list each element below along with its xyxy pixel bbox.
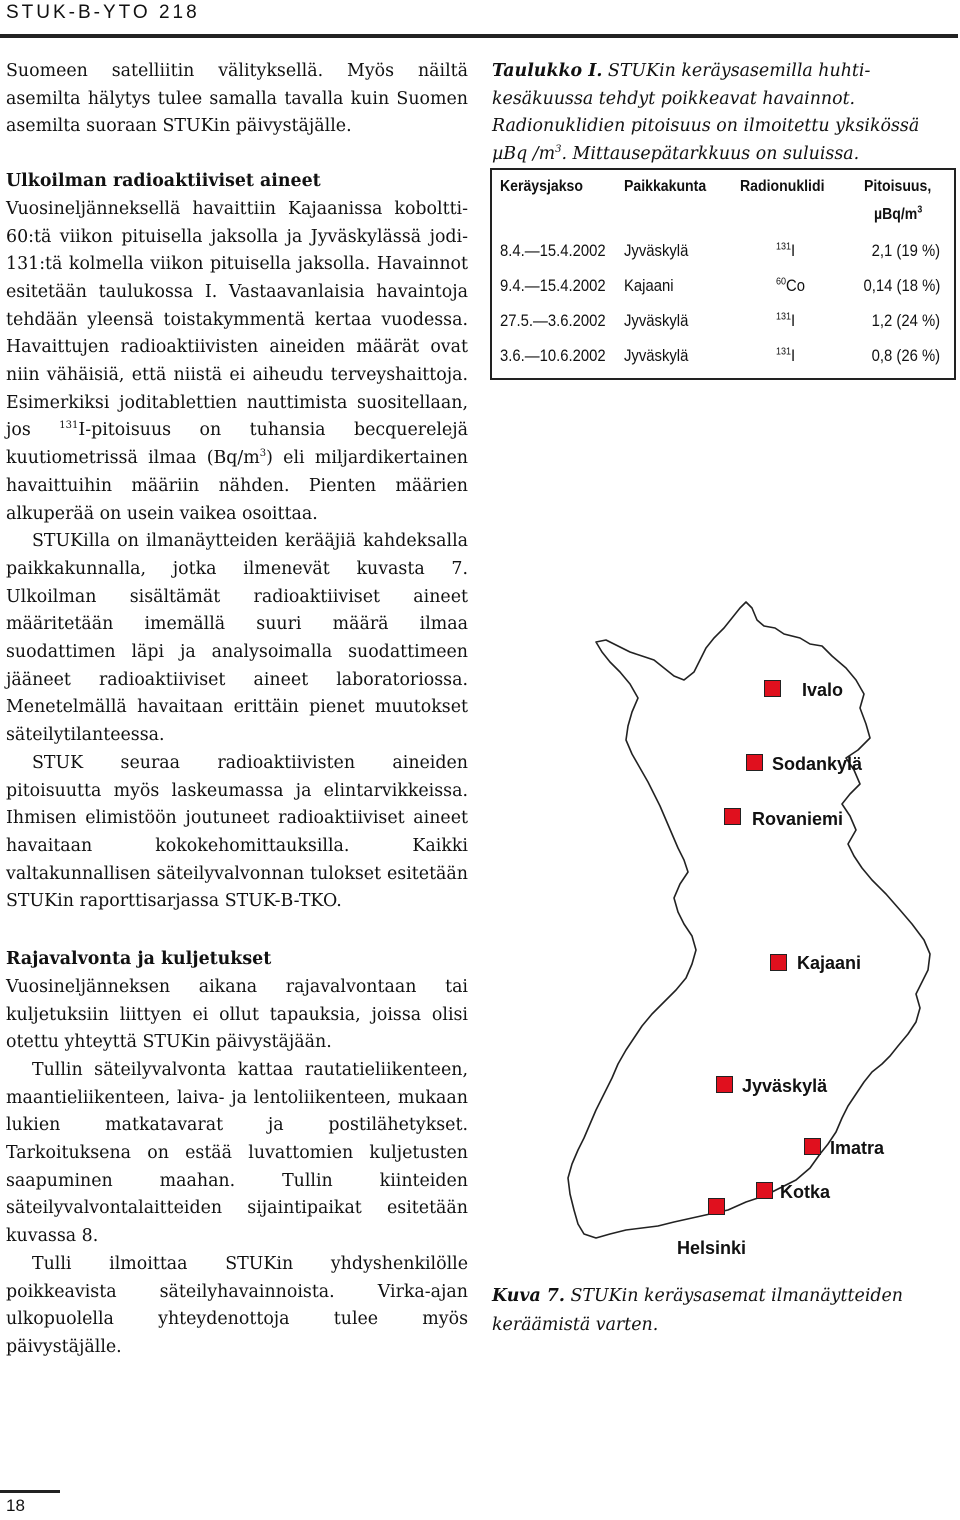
observations-table: Keräysjakso Paikkakunta Radionuklidi Pitoisuus, µBq/$m^3$ 8.4.—15.4.2002 Jyväskylä $^{131}$I 2,1 (19 %) 9.4.—15.4.2002 Kajaani $^{60}$Co 0,14 (18 %) 27.5.—3.6.2002 Jyväskylä $^{131}$I 1,2 (24 %) 3.6.—10.6.2002 Jyväskylä $^{131}$I 0,8 (26 %)	[490, 168, 956, 380]
series-label: STUK-B-YTO 218	[6, 2, 200, 23]
figure-caption-label: Kuva 7.	[492, 1286, 565, 1306]
station-label-jyvaskyla: Jyväskylä	[742, 1076, 828, 1096]
section-heading-air: Ulkoilman radioaktiiviset aineet	[6, 171, 321, 192]
finland-map	[560, 598, 960, 1278]
col-header-period: Keräysjakso	[500, 178, 583, 195]
air-paragraph-3: STUK seuraa radioaktiivisten aineiden pitoisuutta myös laskeumassa ja elintarvikkeissa. Ihmisen elimistöön joutuneet radioaktiiviset aineet havaitaan kokokehomittauksilla. Kaikki valtakunnallisen säteilyvalvonnan tulokset esitetään STUKin raporttisarjassa STUK-B-TKO.	[6, 752, 468, 912]
left-column	[6, 58, 468, 1362]
border-paragraph-1: Vuosineljänneksen aikana rajavalvontaan tai kuljetuksiin liittyen ei ollut tapauksia, joissa olisi otettu yhteyttä STUKin päivystäjään.	[6, 976, 468, 1053]
station-marker-sodankyla	[746, 754, 763, 771]
station-label-helsinki: Helsinki	[677, 1238, 747, 1258]
table-caption: Taulukko I. STUKin keräysasemilla huhti-kesäkuussa tehdyt poikkeavat havainnot. Radionuklidien pitoisuus on ilmoitettu yksikössä µBq $/m^3$. Mittausepätarkkuus on suluissa.	[492, 61, 920, 164]
station-marker-jyvaskyla	[716, 1076, 733, 1093]
col-header-nuclide: Radionuklidi	[740, 178, 825, 195]
station-label-sodankyla: Sodankylä	[772, 754, 863, 774]
border-paragraph-2: Tullin säteilyvalvonta kattaa rautatieliikenteen, maantieliikenteen, laiva- ja lentoliikenteen, mukaan lukien matkatavarat ja postilähetykset. Tarkoituksena on estää luvattomien kuljetusten saapuminen maahan. Tullin kiinteiden säteilyvalvontalaitteiden sijaintipaikat esitetään kuvassa 8.	[6, 1059, 468, 1247]
station-marker-imatra	[804, 1138, 821, 1155]
header-rule	[0, 34, 958, 38]
col-header-concentration: Pitoisuus,	[864, 178, 932, 195]
station-label-rovaniemi: Rovaniemi	[752, 809, 844, 829]
table-caption-label: Taulukko I.	[492, 61, 603, 81]
border-paragraph-3: Tulli ilmoittaa STUKin yhdyshenkilölle poikkeavista säteilyhavainnoista. Virka-ajan ulkopuolella yhteydenottoja tulee myös päivystäjälle.	[6, 1253, 468, 1357]
section-heading-border: Rajavalvonta ja kuljetukset	[6, 949, 272, 970]
finland-outline	[560, 598, 960, 1278]
station-label-kajaani: Kajaani	[797, 953, 862, 973]
air-paragraph-2: STUKilla on ilmanäytteiden kerääjiä kahdeksalla paikkakunnalla, jotka ilmenevät kuvasta 7. Ulkoilman sisältämät radioaktiiviset aineet määritetään imemällä suuri määrä ilmaa suodattimen läpi ja analysoimalla suodattimeen jääneet radioaktiiviset aineet laboratoriossa. Menetelmällä havaitaan erittäin pienet muutokset säteilytilanteessa.	[6, 531, 468, 746]
station-label-ivalo: Ivalo	[802, 680, 844, 700]
intro-paragraph: Suomeen satelliitin välityksellä. Myös näiltä asemilta hälytys tulee samalla tavalla kuin Suomen asemilta suoraan STUKin päivystäjälle.	[6, 61, 468, 137]
station-marker-helsinki	[708, 1198, 725, 1215]
station-label-imatra: Imatra	[830, 1138, 885, 1158]
figure-caption: Kuva 7. STUKin keräysasemat ilmanäytteiden keräämistä varten.	[492, 1286, 903, 1335]
air-paragraph-1: Vuosineljänneksellä havaittiin Kajaanissa koboltti-60:tä viikon pituisella jaksolla ja Jyväskylässä jodi-131:tä kolmella viikon pituisella jaksolla. Havainnot esitetään taulukossa I. Vastaavanlaisia havaintoja tehdään yleensä toistakymmentä kertaa vuodessa. Havaittujen radioaktiivisten aineiden määrät ovat niin vähäisiä, että niistä ei aiheudu terveyshaittoja. Esimerkiksi joditablettien nauttimista suositellaan, jos $^{131}$I-pitoisuus on tuhansia becquerelejä kuutiometrissä ilmaa $(Bq/m^3)$ eli miljardikertainen havaittuihin määriin nähden. Pienten määrien alkuperää on usein vaikea osoittaa.	[6, 198, 468, 524]
station-marker-kajaani	[770, 954, 787, 971]
station-marker-ivalo	[764, 680, 781, 697]
col-header-unit: µBq/$m^3$	[874, 204, 923, 223]
footer-rule	[0, 1490, 60, 1493]
station-marker-rovaniemi	[724, 808, 741, 825]
col-header-place: Paikkakunta	[624, 178, 707, 195]
page-header	[0, 0, 960, 44]
page-number: 18	[6, 1496, 25, 1515]
station-label-kotka: Kotka	[780, 1182, 831, 1202]
station-marker-kotka	[756, 1182, 773, 1199]
